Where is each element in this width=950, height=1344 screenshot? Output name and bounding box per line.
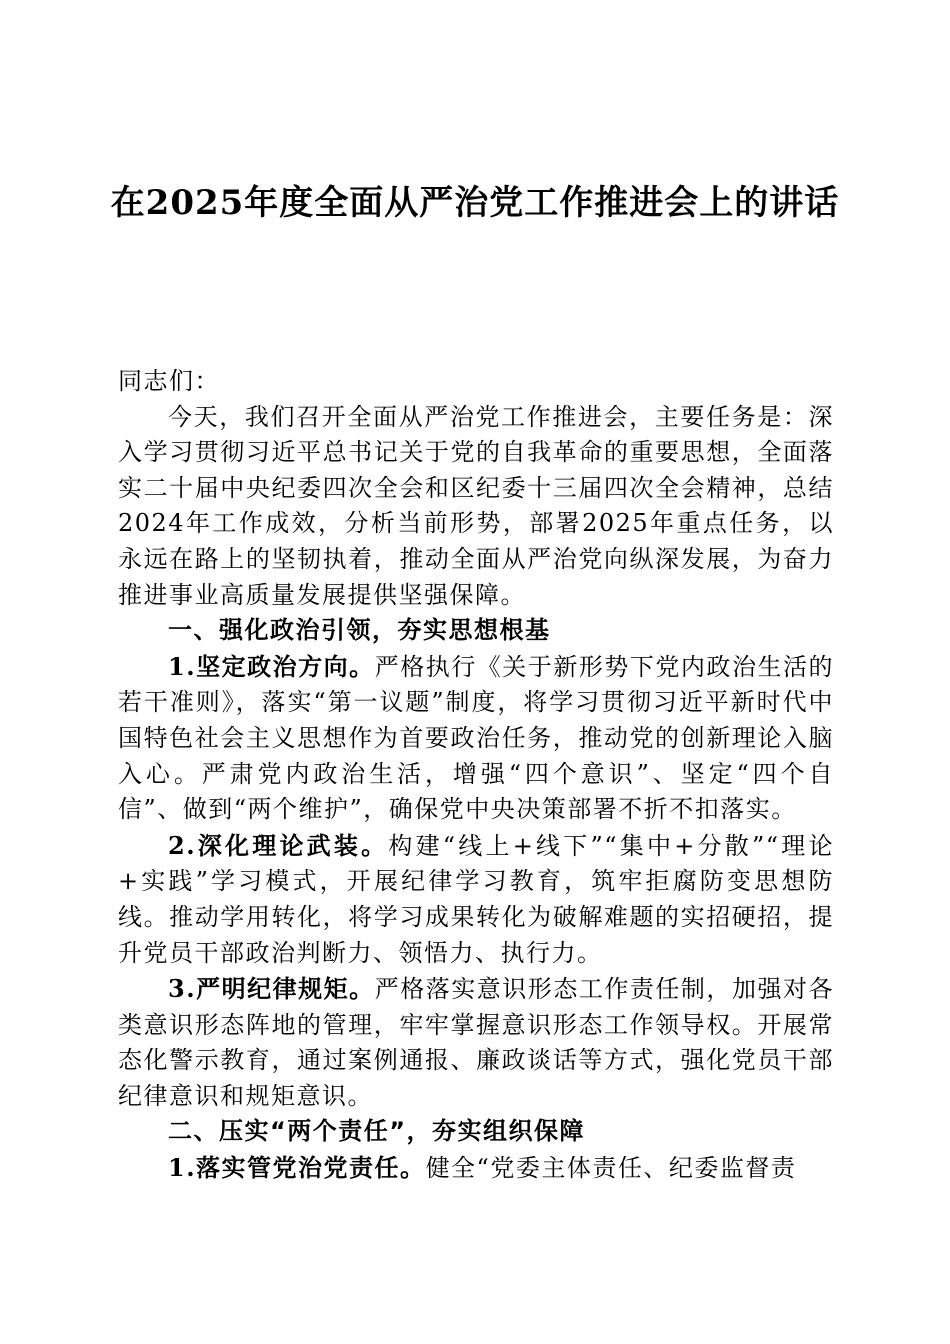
- paragraph-text: 严格落实意识形态工作责任制，加强对各类意识形态阵地的管理，牢牢掌握意识形态工作领导权。开展常态化警示教育，通过案例通报、廉政谈话等方式，强化党员干部纪律意识和规矩意识。: [118, 975, 834, 1110]
- document-body: [118, 364, 834, 1187]
- paragraph-1-1: [118, 649, 834, 828]
- paragraph-1-3: [118, 971, 834, 1114]
- intro-paragraph: 今天，我们召开全面从严治党工作推进会，主要任务是：深入学习贯彻习近平总书记关于党的自我革命的重要思想，全面落实二十届中央纪委四次全会和区纪委十三届四次全会精神，总结2024年工作成效，分析当前形势，部署2025年重点任务，以永远在路上的坚韧执着，推动全面从严治党向纵深发展，为奋力推进事业高质量发展提供坚强保障。: [118, 402, 834, 609]
- paragraph-text: 健全“党委主体责任、纪委监督责: [425, 1154, 797, 1183]
- paragraph-lead: 1.坚定政治方向。: [168, 651, 375, 681]
- paragraph-text: 严格执行《关于新形势下党内政治生活的若干准则》，落实“第一议题”制度，将学习贯彻习近平新时代中国特色社会主义思想作为首要政治任务，推动党的创新理论入脑入心。严肃党内政治生活，增强“四个意识”、坚定“四个自信”、做到“两个维护”，确保党中央决策部署不折不扣落实。: [118, 652, 834, 824]
- section-heading-2: 二、压实“两个责任”，夯实组织保障: [168, 1117, 586, 1146]
- salutation: 同志们：: [118, 367, 220, 395]
- paragraph-lead: 1.落实管党治党责任。: [168, 1153, 426, 1183]
- section-heading-1: 一、强化政治引领，夯实思想根基: [168, 616, 551, 645]
- paragraph-lead: 3.严明纪律规矩。: [168, 974, 375, 1004]
- paragraph-1-2: [118, 828, 834, 971]
- paragraph-2-1: [118, 1150, 834, 1187]
- paragraph-text: 构建“线上+线下”“集中+分散”“理论+实践”学习模式，开展纪律学习教育，筑牢拒腐防变思想防线。推动学用转化，将学习成果转化为破解难题的实招硬招，提升党员干部政治判断力、领悟力、执行力。: [118, 831, 834, 967]
- paragraph-lead: 2.深化理论武装。: [168, 830, 389, 860]
- document-title: 在2025年度全面从严治党工作推进会上的讲话: [110, 183, 840, 223]
